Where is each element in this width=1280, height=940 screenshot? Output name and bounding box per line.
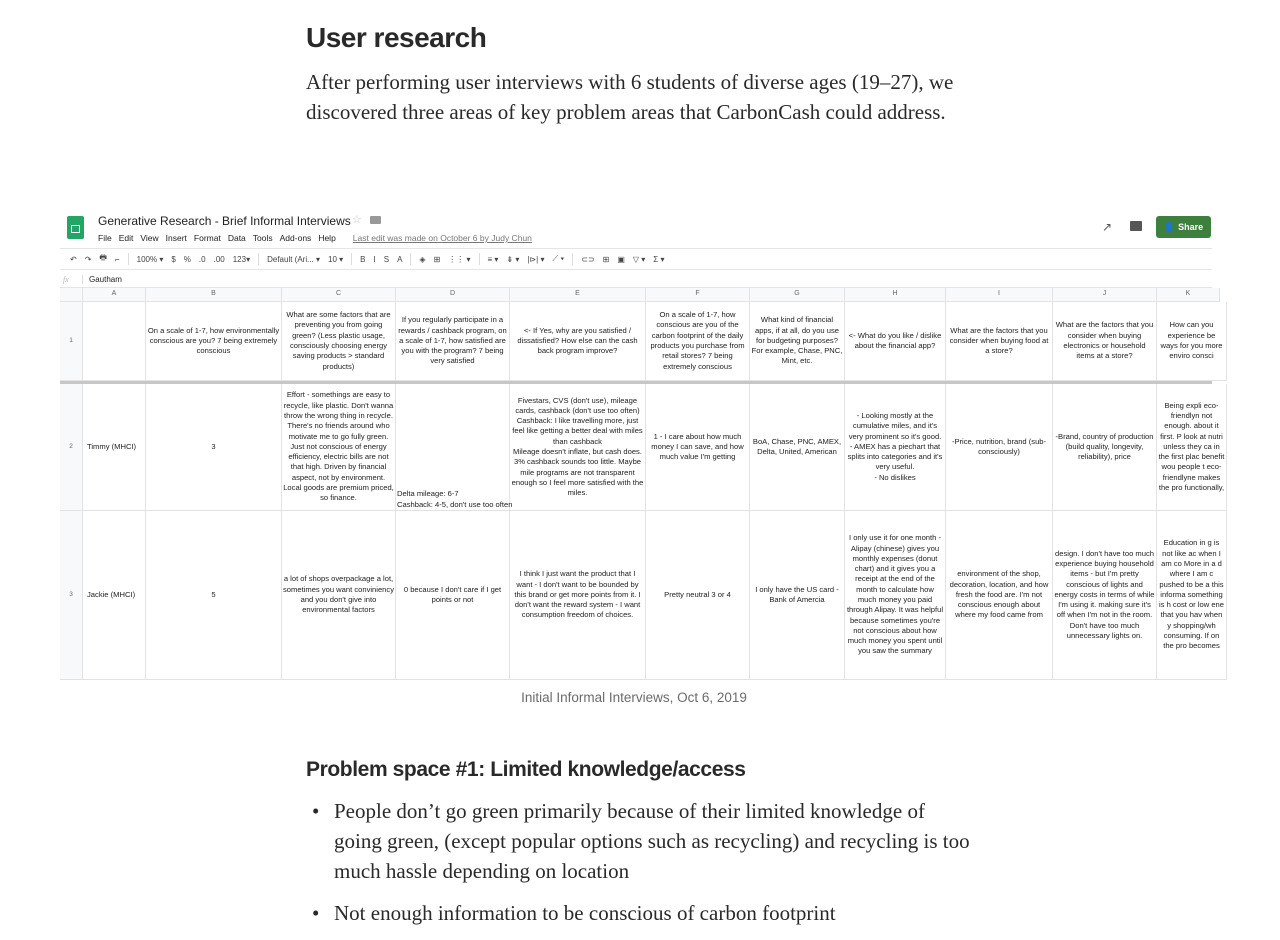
toolbar-tool-icon: I [373,254,376,264]
cell-g3: I only have the US card - Bank of Amercia [750,511,845,680]
toolbar-tool-icon: |⊳| ▾ [527,254,545,264]
cell-k2: Being expli eco-friendlyn not enough. about it first. P look at nutri unless they ca in the first plac benefit wou people t eco-friendlyne makes the pro functionally, [1157,384,1227,511]
cell-a2: Timmy (MHCI) [83,384,146,511]
toolbar-tool-icon: ≡ ▾ [487,254,499,264]
cell-c3: a lot of shops overpackage a lot, sometimes you want conviniency and you don't give into environmental factors [282,511,396,680]
toolbar-tool-icon: ⋮⋮ ▾ [448,254,471,264]
toolbar-tool-icon: Σ ▾ [653,254,665,264]
menu-insert: Insert [165,233,187,243]
toolbar-tool-icon: S [383,254,390,264]
select-all-corner [60,288,83,302]
toolbar-tool-icon: 100% ▾ [136,254,164,264]
toolbar-tool-icon: ⇟ ▾ [506,254,520,264]
cell-e3: I think I just want the product that I want - I don't want to be bounded by this brand or get more points from it. I don't want the reward system - I want consumption freedom of choices. [510,511,646,680]
cell-a1 [83,302,146,381]
problem-heading: Problem space #1: Limited knowledge/access [306,758,746,781]
toolbar-tool-icon: ⊞ [602,254,610,264]
cell-i2: -Price, nutrition, brand (sub-consciously) [946,384,1053,511]
toolbar-tool-icon: ⟋ ▾ [552,254,565,263]
column-header-c: C [282,288,396,302]
activity-icon: ↗ [1101,220,1112,234]
toolbar-tool-icon: $ [171,254,176,264]
intro-paragraph: After performing user interviews with 6 students of diverse ages (19–27), we discovered three areas of key problem areas that CarbonCash could address. [306,70,954,124]
document-title: Generative Research - Brief Informal Interviews [98,214,351,228]
cell-i1: What are the factors that you consider when buying food at a store? [946,302,1053,381]
column-header-d: D [396,288,510,302]
cell-f1: On a scale of 1-7, how conscious are you of the carbon footprint of the daily products you purchase from retail stores? 7 being extremely conscious [646,302,750,381]
cell-a3: Jackie (MHCI) [83,511,146,680]
bullet-item: • People don’t go green primarily because of their limited knowledge of going green, (except popular options such as recycling) and recycling is too much hassle depending on location [334,796,974,886]
cell-c2: Effort - somethings are easy to recycle, like plastic. Don't wanna throw the wrong thing in recycle. There's no friends around who motivate me to go fully green. Just not conscious of energy efficiency, electric bills are not that high. Driven by financial aspect, not by environment. Local goods are premium priced, so finance. [282,384,396,511]
toolbar [60,248,1212,270]
menu-view: View [140,233,159,243]
menu-bar [98,233,532,243]
formula-bar [60,272,1212,288]
cell-b3: 5 [146,511,282,680]
toolbar-tool-icon: ↶ [70,254,77,264]
problem-bullets [334,796,974,940]
column-header-e: E [510,288,646,302]
spreadsheet-screenshot [60,212,1225,680]
column-header-g: G [750,288,845,302]
toolbar-tool-icon: % [183,254,191,264]
column-header-f: F [646,288,750,302]
menu-tools: Tools [252,233,273,243]
comment-icon [1130,221,1142,231]
frozen-row-divider [60,381,1212,384]
menu-data: Data [227,233,246,243]
menu-edit: Edit [118,233,134,243]
cell-f3: Pretty neutral 3 or 4 [646,511,750,680]
menu-add-ons: Add-ons [279,233,312,243]
toolbar-divider [410,253,411,265]
toolbar-divider [572,253,573,265]
image-caption: Initial Informal Interviews, Oct 6, 2019 [521,690,747,705]
toolbar-tool-icon: .00 [213,254,225,264]
cell-g2: BoA, Chase, PNC, AMEX, Delta, United, American [750,384,845,511]
row-number: 2 [60,384,83,511]
cell-e1: <- If Yes, why are you satisfied / dissatisfied? How else can the cash back program improve? [510,302,646,381]
column-header-a: A [83,288,146,302]
cell-h1: <- What do you like / dislike about the financial app? [845,302,946,381]
sheets-logo-icon [67,216,84,239]
column-header-j: J [1053,288,1157,302]
column-header-h: H [845,288,946,302]
section-title: User research [306,22,487,53]
toolbar-tool-icon: A [397,254,403,264]
row-number: 3 [60,511,83,680]
toolbar-tool-icon: 🖶 [99,253,107,262]
cell-j2: -Brand, country of production (build quality, longevity, reliability), price [1053,384,1157,511]
cell-e2: Fivestars, CVS (don't use), mileage cards, cashback (don't use too often) Cashback: I like travelling more, just feel like getting a better deal with miles than cashback Mileage doesn't inflate, but cash does. 3% cashback sounds too little. Maybe mile programs are not transparent enough so I feel more satisfied with the miles. [510,384,646,511]
cell-d2: Delta mileage: 6-7 Cashback: 4-5, don't use too often [396,384,510,511]
toolbar-tool-icon: .0 [198,254,206,264]
cell-k1: How can you experience be ways for you more enviro consci [1157,302,1227,381]
toolbar-tool-icon: ▣ [617,254,625,264]
menu-format: Format [193,233,221,243]
menu-help: Help [318,233,336,243]
cell-b2: 3 [146,384,282,511]
cell-b1: On a scale of 1-7, how environmentally conscious are you? 7 being extremely conscious [146,302,282,381]
toolbar-tool-icon: 10 ▾ [328,254,344,264]
menu-file: File [98,233,112,243]
bullet-item: • Not enough information to be conscious of carbon footprint [334,898,974,928]
toolbar-tool-icon: ▽ ▾ [632,254,646,264]
toolbar-tool-icon: Default (Ari... ▾ [267,254,321,264]
toolbar-divider [479,253,480,265]
cell-f2: 1 - I care about how much money I can save, and how much value I'm getting [646,384,750,511]
toolbar-divider [258,253,259,265]
last-edit-link: Last edit was made on October 6 by Judy Chun [352,233,532,243]
cell-c1: What are some factors that are preventing you from going green? (Less plastic usage, consciously choosing energy saving products > standard products) [282,302,396,381]
toolbar-tool-icon: 123▾ [232,254,251,264]
cell-g1: What kind of financial apps, if at all, do you use for budgeting purposes? For example, Chase, PNC, Mint, etc. [750,302,845,381]
person-icon: 👤 [1163,221,1176,232]
cell-h2: - Looking mostly at the cumulative miles, and it's very prominent so it's good. - AMEX has a piechart that splits into categories and it's very useful. - No dislikes [845,384,946,511]
toolbar-tool-icon: ⊞ [433,254,441,264]
column-header-b: B [146,288,282,302]
row-number: 1 [60,302,83,381]
toolbar-tool-icon: B [360,254,366,264]
star-icon: ☆ [352,214,362,226]
cell-i3: environment of the shop, decoration, location, and how fresh the food are. I'm not conscious enough about where my food came from [946,511,1053,680]
toolbar-tool-icon: ↷ [84,254,92,264]
toolbar-tool-icon: ◈ [419,254,426,264]
folder-icon [370,216,381,224]
formula-value: Gautham [82,275,122,284]
column-header-i: I [946,288,1053,302]
cell-d1: If you regularly participate in a rewards / cashback program, on a scale of 1-7, how satisfied are you with the program? 7 being very satisfied [396,302,510,381]
toolbar-divider [351,253,352,265]
toolbar-tool-icon: ⌐ [114,254,120,264]
cell-h3: I only use it for one month - Alipay (chinese) gives you monthly expenses (donut chart) and it gives you a receipt at the end of the month to calculate how much money you paid through Alipay. It was helpful because sometimes you're not conscious about how much money you spent until you saw the summary [845,511,946,680]
cell-d3: 0 because I don't care if I get points or not [396,511,510,680]
column-header-k: K [1157,288,1220,302]
fx-icon: fx [63,275,69,284]
toolbar-tool-icon: ⊂⊃ [581,254,595,264]
cell-k3: Education in g is not like ac when I am co More in a d where I am c pushed to be a this informa something is h cost or low ene that you hav when y shopping/wh consuming. If on the pro becomes [1157,511,1227,680]
share-button: 👤 Share [1156,216,1211,238]
cell-j3: design. I don't have too much experience buying household items - but I'm pretty conscious of lights and energy costs in terms of while I'm using it. making sure it's off when I'm not in the room. Don't have too much unnecessary lights on. [1053,511,1157,680]
toolbar-divider [128,253,129,265]
cell-j1: What are the factors that you consider when buying electronics or household items at a store? [1053,302,1157,381]
